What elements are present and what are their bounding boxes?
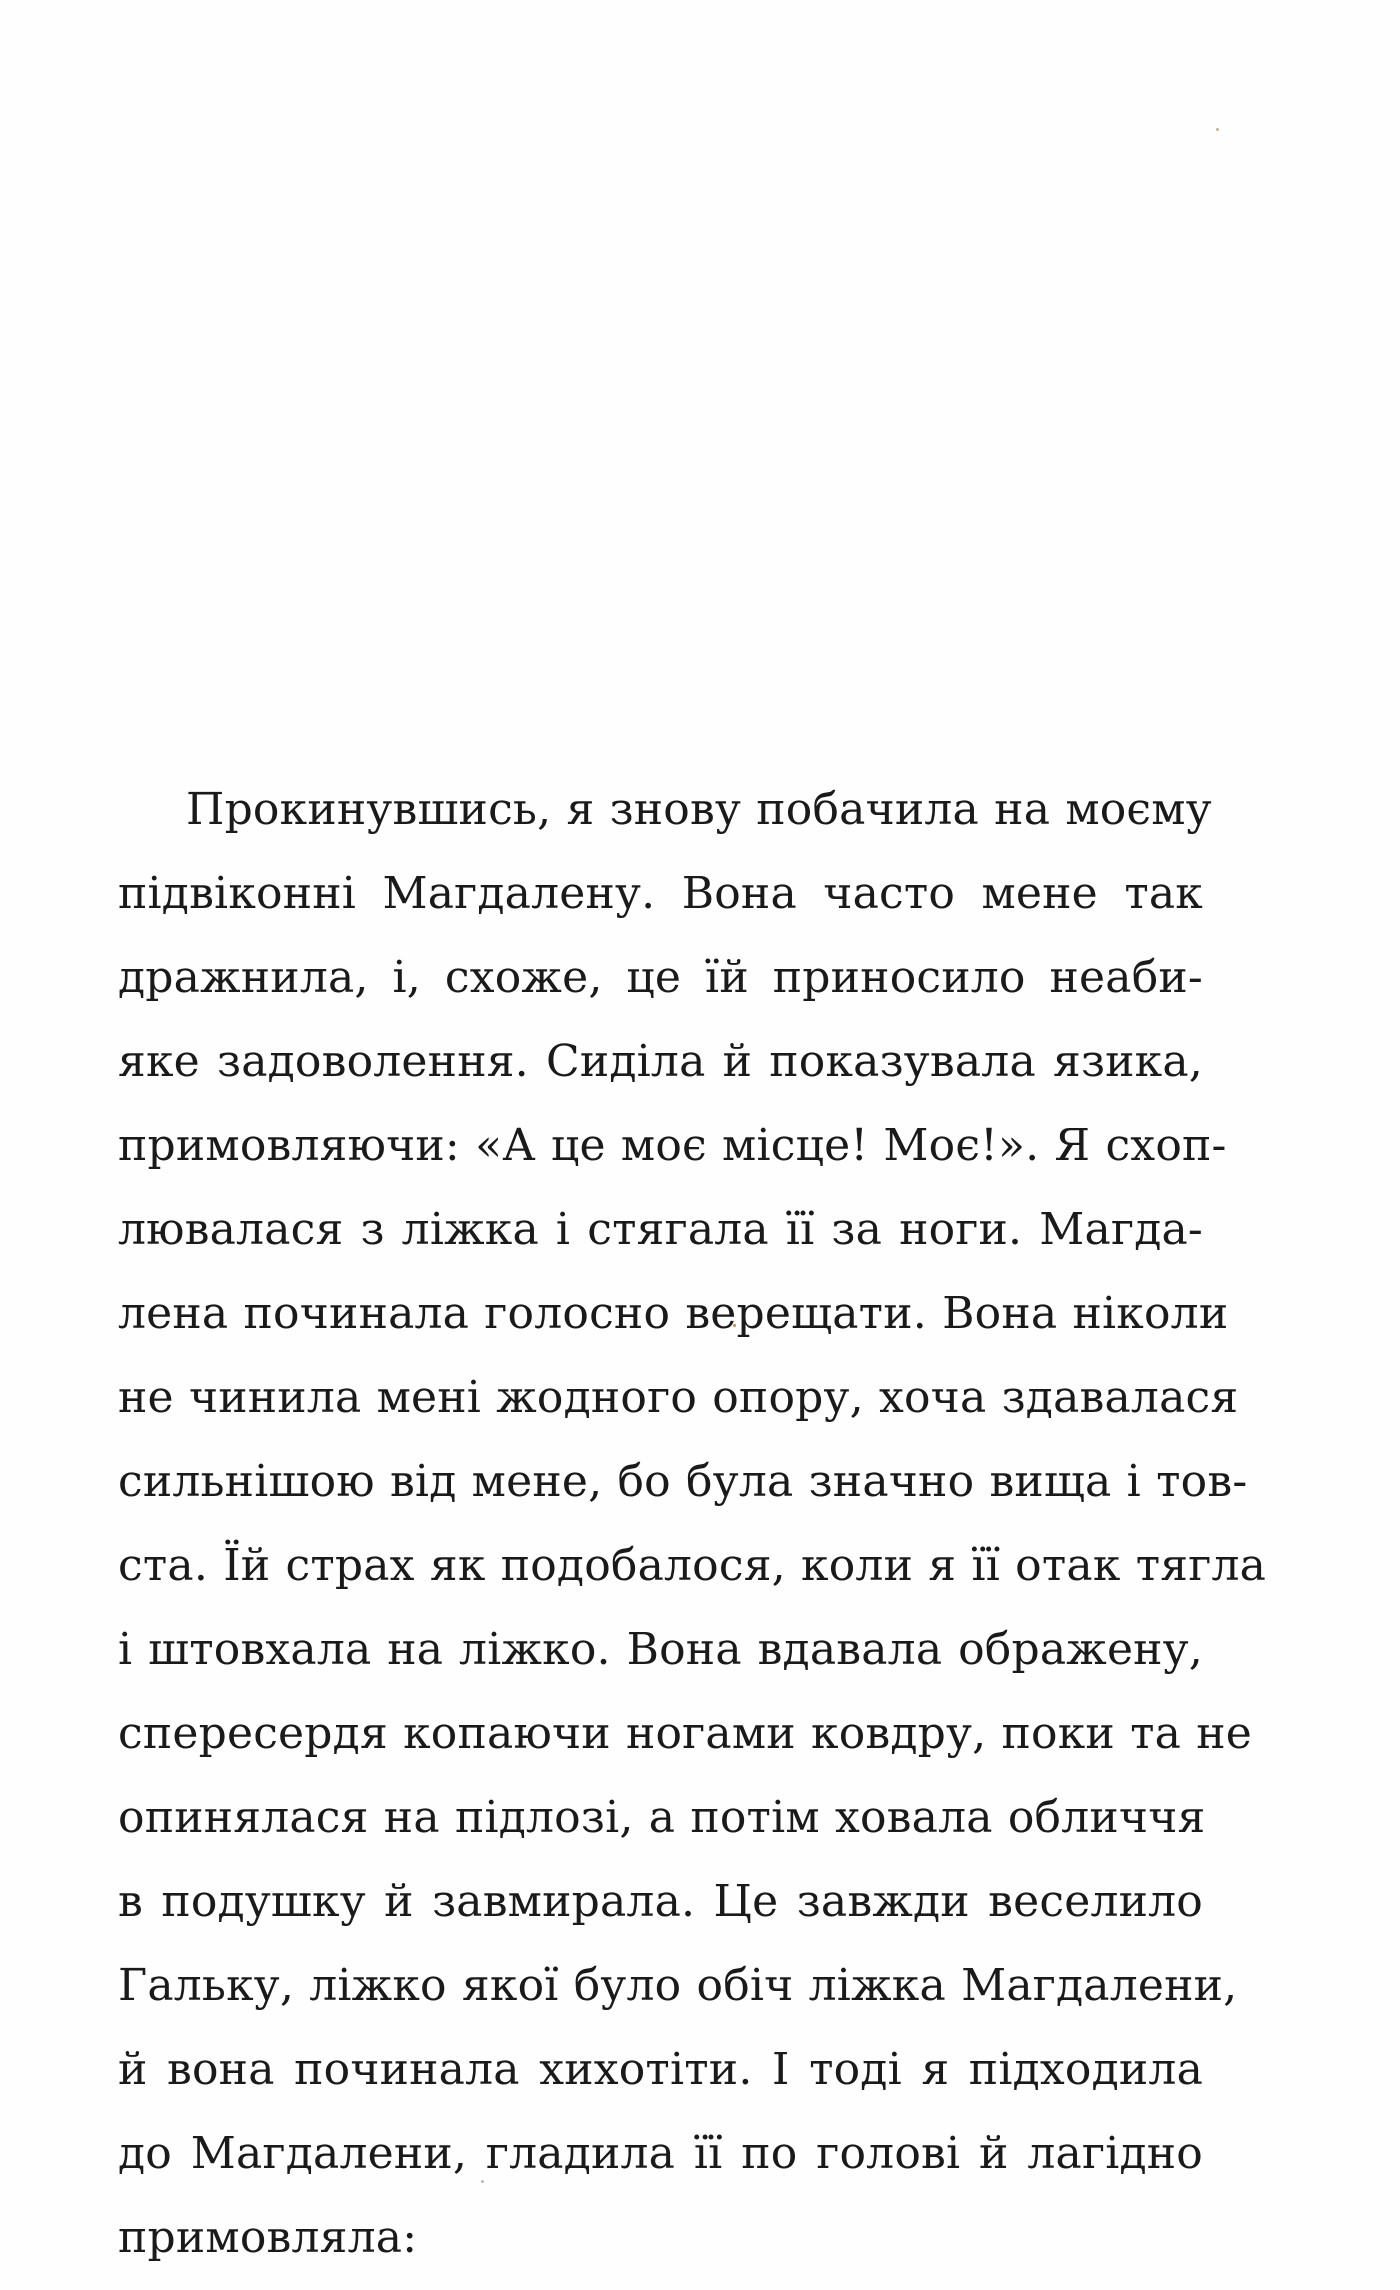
text-line: дражнила, і, схоже, це їй приносило неаби- — [118, 952, 1203, 1003]
text-line: лена починала голосно верещати. Вона ніколи — [118, 1288, 1229, 1339]
text-line: до Магдалени, гладила її по голові й лагідно — [118, 2128, 1203, 2179]
text-line: Гальку, ліжко якої було обіч ліжка Магдалени, — [118, 1960, 1238, 2011]
text-line: не чинила мені жодного опору, хоча здавалася — [118, 1372, 1239, 1423]
text-line: й вона починала хихотіти. І тоді я підходила — [118, 2044, 1203, 2095]
text-line: примовляючи: «А це моє місце! Моє!». Я схоп- — [118, 1120, 1227, 1171]
text-line: ста. Їй страх як подобалося, коли я її отак тягла — [118, 1540, 1267, 1591]
text-line: яке задоволення. Сиділа й показувала язика, — [118, 1036, 1203, 1087]
text-line: опинялася на підлозі, а потім ховала обличчя — [118, 1792, 1206, 1843]
text-line: сильнішою від мене, бо була значно вища і тов- — [118, 1456, 1248, 1507]
text-line: спересердя копаючи ногами ковдру, поки та не — [118, 1708, 1253, 1759]
text-line: лювалася з ліжка і стягала її за ноги. Магда- — [118, 1204, 1203, 1255]
text-line: і штовхала на ліжко. Вона вдавала ображену, — [118, 1624, 1203, 1675]
paper-speck — [1216, 128, 1219, 131]
text-line: в подушку й завмирала. Це завжди веселило — [118, 1876, 1203, 1927]
body-paragraph — [118, 768, 1267, 2280]
text-line: Прокинувшись, я знову побачила на моєму — [186, 784, 1212, 835]
text-line: примовляла: — [118, 2212, 418, 2263]
text-line: підвіконні Магдалену. Вона часто мене так — [118, 868, 1203, 919]
